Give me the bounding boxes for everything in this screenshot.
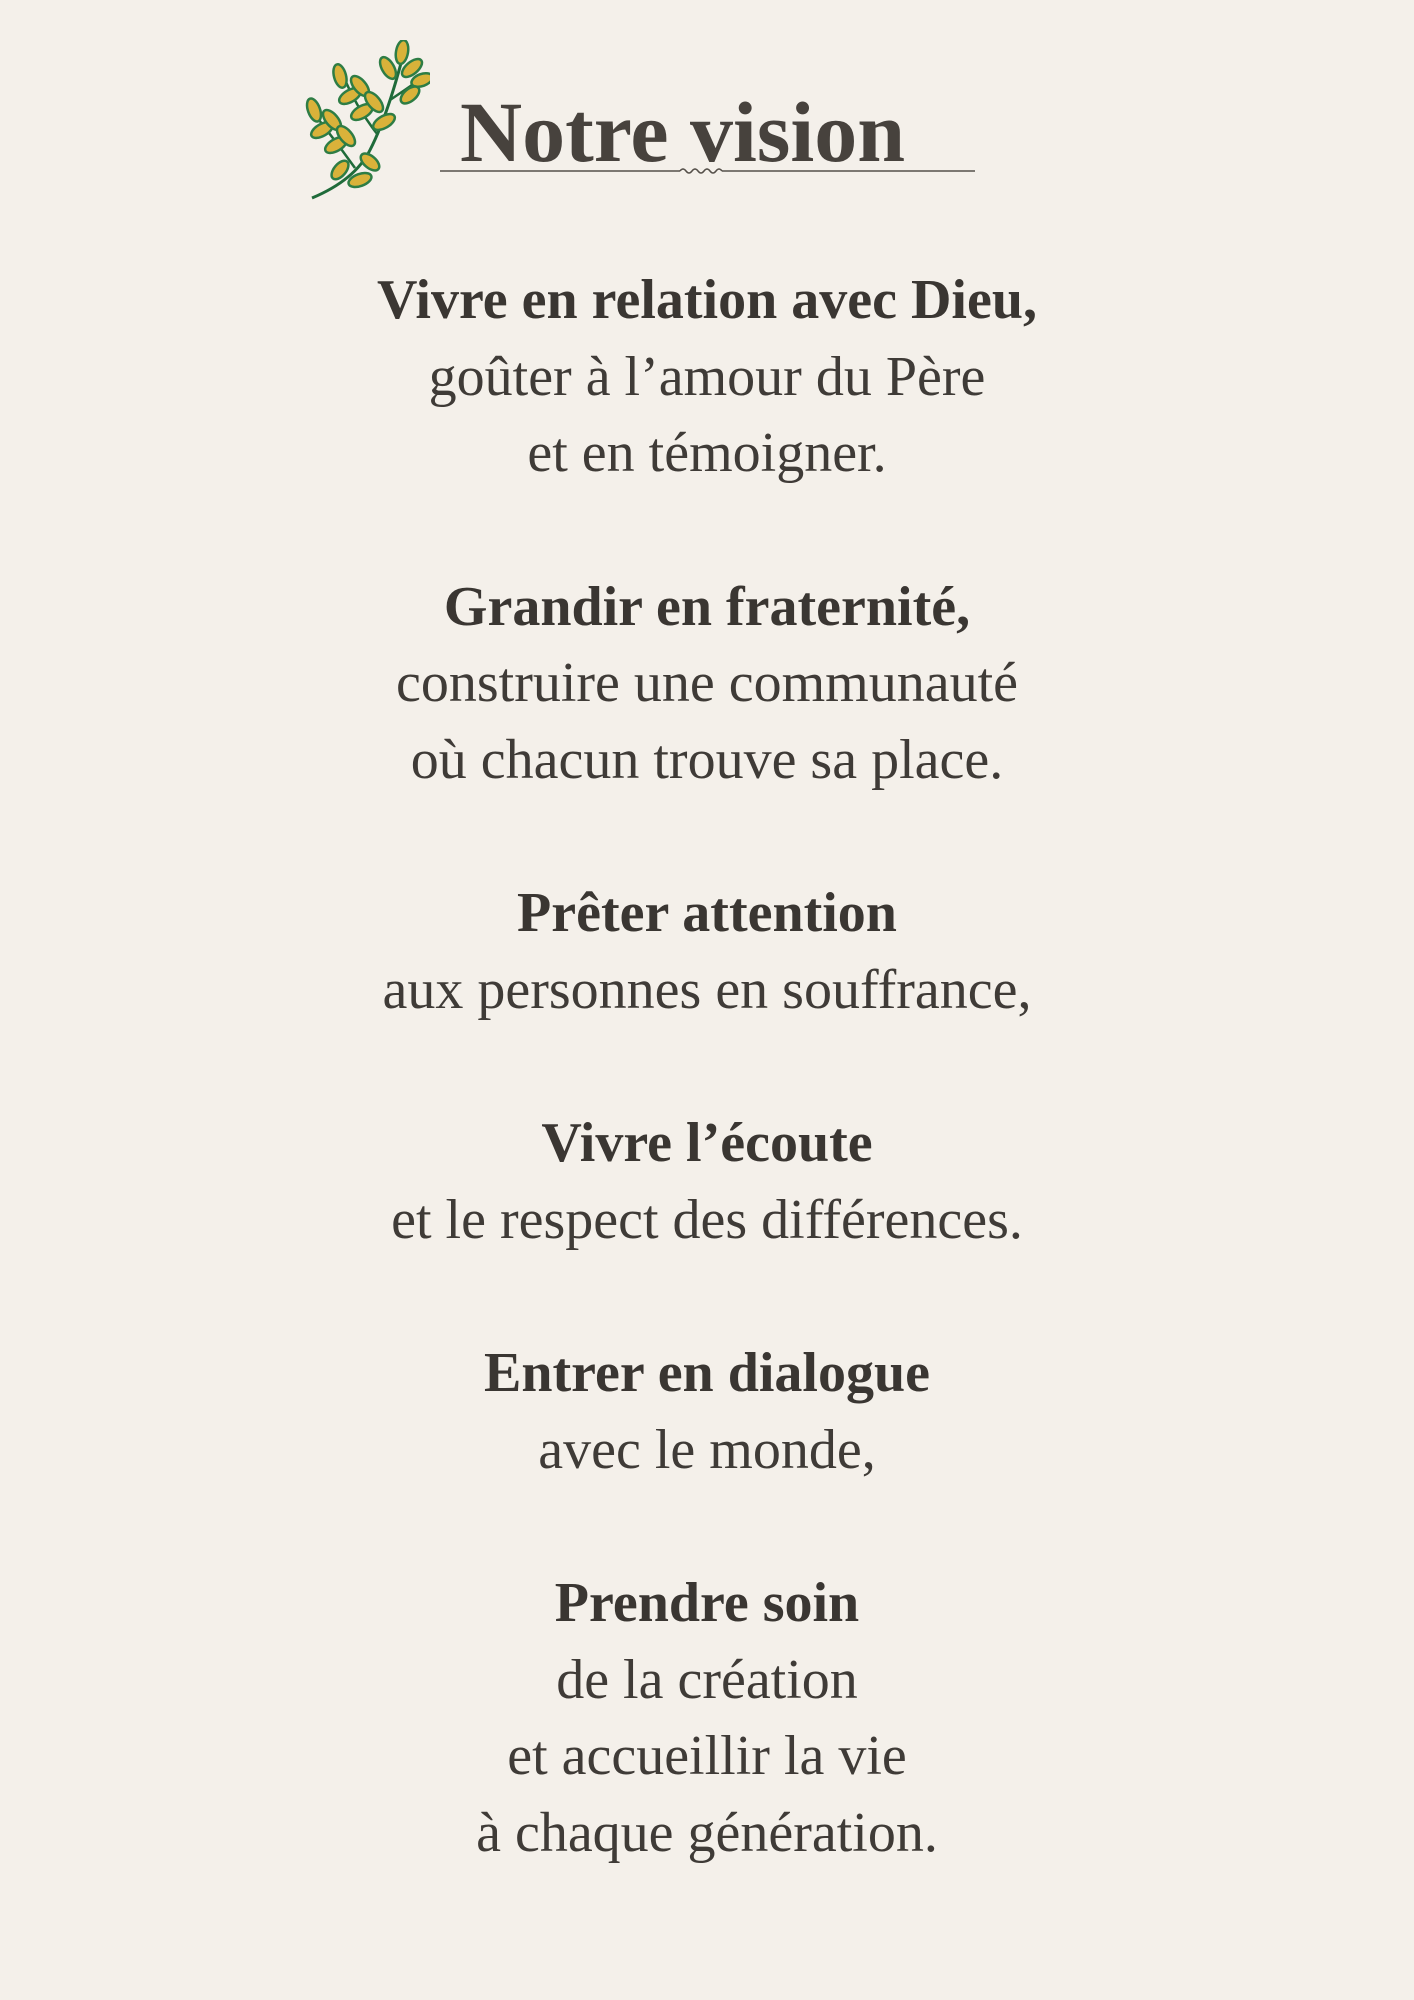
vision-line: aux personnes en souffrance, <box>382 958 1032 1021</box>
vision-heading: Entrer en dialogue <box>484 1342 930 1404</box>
vision-block-3 <box>257 875 1157 1028</box>
vision-list <box>257 262 1157 1948</box>
vision-line: et le respect des différences. <box>391 1188 1023 1251</box>
vision-line: goûter à l’amour du Père <box>428 345 986 408</box>
vision-line: et accueillir la vie <box>507 1725 907 1787</box>
vision-line: où chacun trouve sa place. <box>410 728 1004 791</box>
vision-block-6 <box>257 1565 1157 1871</box>
vision-heading: Prendre soin <box>554 1572 860 1634</box>
vision-line: avec le monde, <box>538 1418 876 1481</box>
vision-heading: Grandir en fraternité, <box>443 575 971 638</box>
header <box>300 40 1000 180</box>
vision-heading: Vivre en relation avec Dieu, <box>377 269 1037 331</box>
vision-block-4 <box>257 1105 1157 1258</box>
vision-heading: Prêter attention <box>517 882 897 944</box>
page-title: Notre vision <box>460 84 906 180</box>
olive-branch-icon <box>300 40 430 205</box>
vision-block-5 <box>257 1335 1157 1488</box>
vision-line: construire une communauté <box>395 652 1018 714</box>
vision-block-1 <box>257 262 1157 492</box>
vision-block-2 <box>257 569 1157 799</box>
vision-line: et en témoigner. <box>527 422 887 484</box>
title-underline <box>440 165 975 177</box>
vision-heading: Vivre l’écoute <box>541 1112 873 1174</box>
vision-line: à chaque génération. <box>476 1801 938 1864</box>
vision-line: de la création <box>556 1648 858 1711</box>
